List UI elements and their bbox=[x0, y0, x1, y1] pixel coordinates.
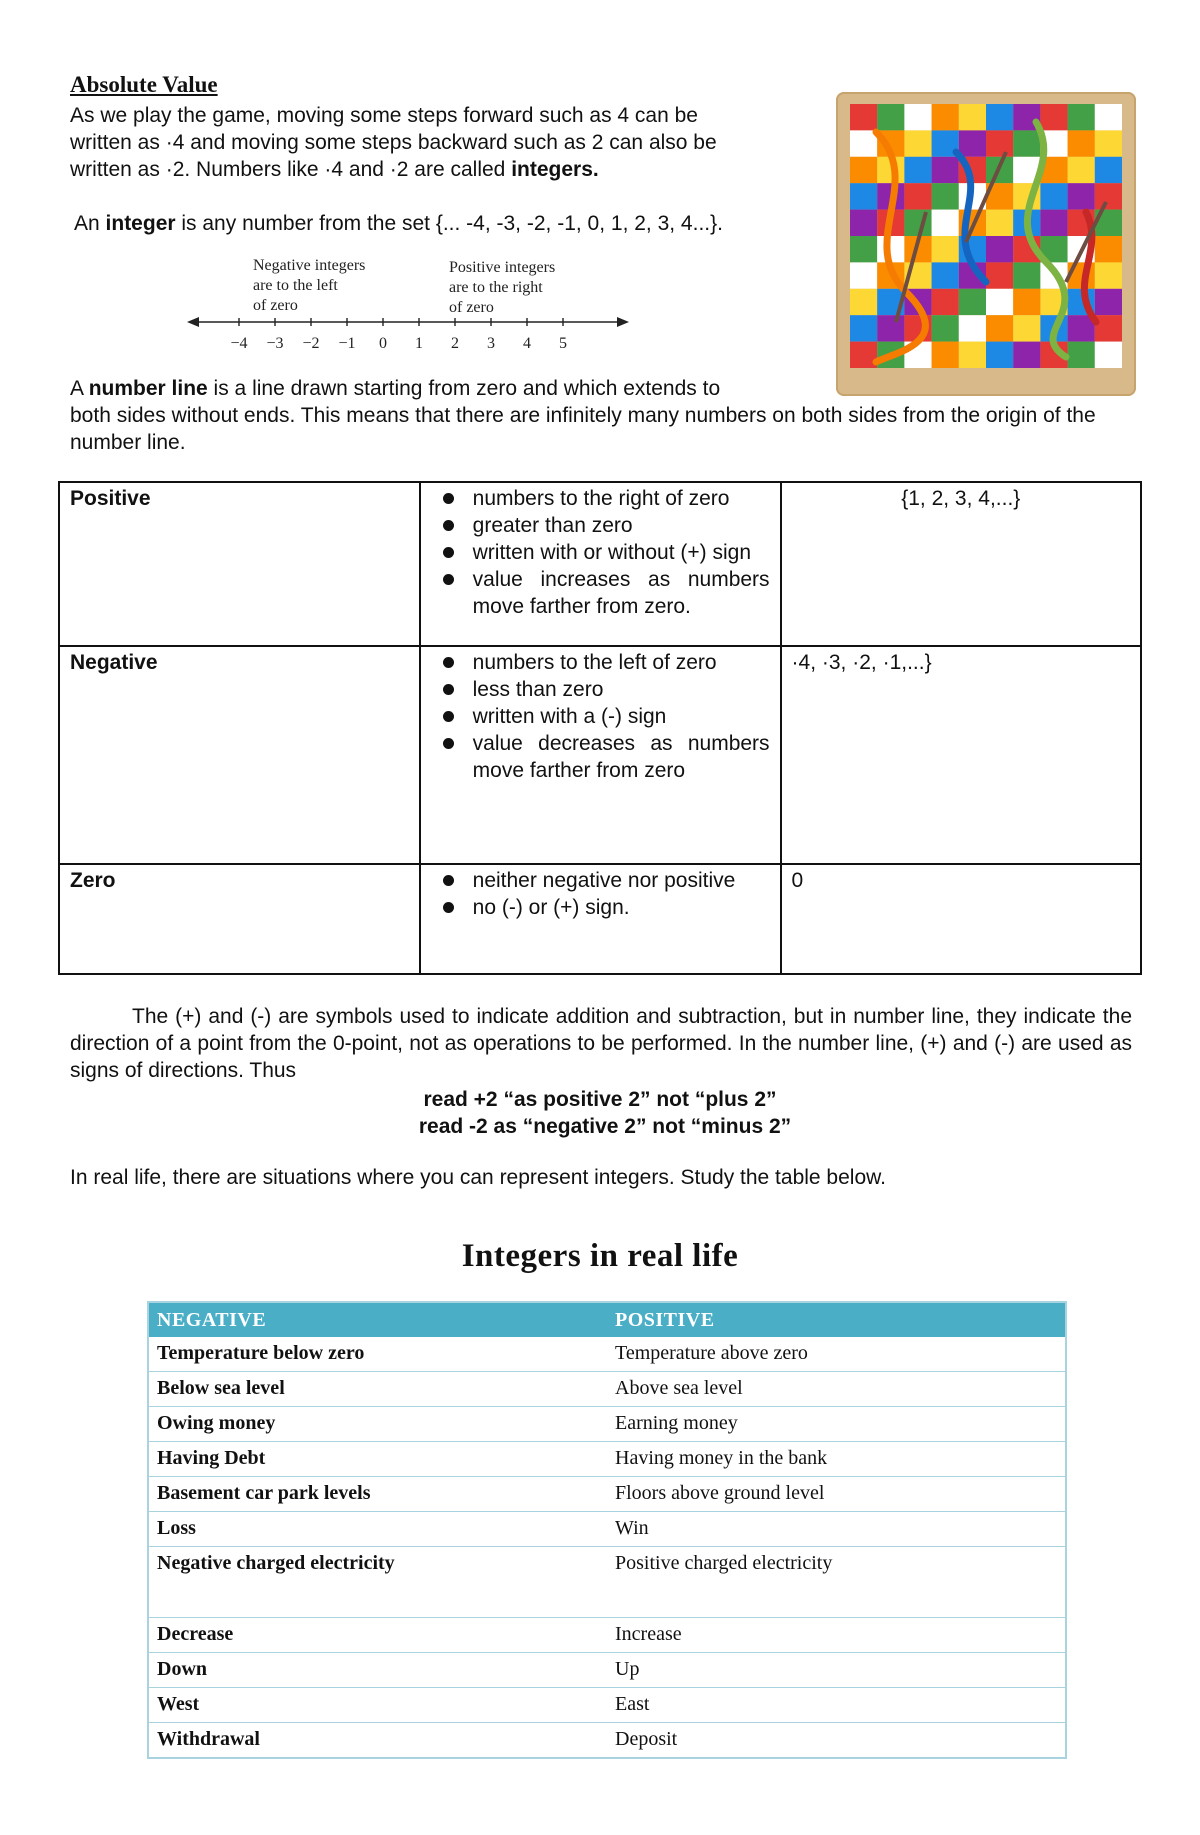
board-cell bbox=[959, 315, 986, 341]
integers-term: integers. bbox=[511, 158, 599, 181]
row-label: Positive bbox=[59, 482, 420, 646]
table-header-row bbox=[148, 1302, 1066, 1337]
list-item: written with a (-) sign bbox=[431, 703, 770, 730]
table-row bbox=[148, 1477, 1066, 1512]
pos-caption-line: Positive integers bbox=[449, 259, 556, 276]
board-cell bbox=[932, 183, 959, 209]
positive-cell: Above sea level bbox=[607, 1372, 1066, 1407]
board-cell bbox=[1095, 315, 1122, 341]
intro-line: As we play the game, moving some steps forward such as 4 can be bbox=[70, 104, 698, 127]
intro-line: written as ·4 and moving some steps backward such as 2 can also be bbox=[70, 131, 717, 154]
negative-cell: Withdrawal bbox=[148, 1723, 607, 1759]
list-item: value decreases as numbers move farther from zero bbox=[431, 730, 770, 784]
board-cell bbox=[904, 104, 931, 130]
board-cell bbox=[1095, 262, 1122, 288]
symbols-paragraph bbox=[70, 1003, 1132, 1084]
read-negative: read -2 as “negative 2” not “minus 2” bbox=[418, 1115, 792, 1138]
tick-label: 0 bbox=[379, 335, 387, 352]
board-cell bbox=[1068, 183, 1095, 209]
symbols-text: The (+) and (-) are symbols used to indicate addition and subtraction, but in number line, they indicate the direction of a point from the 0-point, not as operations to be performed. In the number line, (+) and (-) are used as signs of directions. Thus bbox=[70, 1005, 1132, 1082]
tick-label: 1 bbox=[415, 335, 423, 352]
board-cell bbox=[877, 315, 904, 341]
list-item: numbers to the right of zero bbox=[431, 485, 770, 512]
board-cell bbox=[1095, 342, 1122, 368]
board-cell bbox=[850, 262, 877, 288]
positive-cell: Having money in the bank bbox=[607, 1442, 1066, 1477]
row-label: Negative bbox=[59, 646, 420, 864]
board-cell bbox=[850, 342, 877, 368]
positive-cell: Floors above ground level bbox=[607, 1477, 1066, 1512]
negative-cell: Negative charged electricity bbox=[148, 1547, 607, 1618]
board-cell bbox=[932, 236, 959, 262]
board-cell bbox=[904, 130, 931, 156]
board-cell bbox=[904, 157, 931, 183]
row-example: ·4, ·3, ·2, ·1,...} bbox=[781, 646, 1141, 864]
board-cell bbox=[959, 342, 986, 368]
row-bullets bbox=[420, 646, 781, 864]
nl-text-b: is a line drawn starting from zero and which extends to bbox=[207, 377, 721, 400]
table-row bbox=[148, 1688, 1066, 1723]
table-row bbox=[148, 1407, 1066, 1442]
positive-cell: Earning money bbox=[607, 1407, 1066, 1442]
integer-definition bbox=[74, 212, 723, 236]
board-cell bbox=[904, 183, 931, 209]
negative-cell: Down bbox=[148, 1653, 607, 1688]
board-cell bbox=[932, 289, 959, 315]
board-cell bbox=[1013, 342, 1040, 368]
table-row bbox=[59, 864, 1141, 974]
positive-cell: Deposit bbox=[607, 1723, 1066, 1759]
board-cell bbox=[986, 262, 1013, 288]
real-life-body bbox=[148, 1337, 1066, 1758]
tick-label: −2 bbox=[302, 335, 320, 352]
positive-cell: Win bbox=[607, 1512, 1066, 1547]
table-row bbox=[148, 1618, 1066, 1653]
definition-pre: An bbox=[74, 212, 106, 235]
intro-text: written as ·2. Numbers like ·4 and ·2 are called bbox=[70, 158, 512, 181]
board-cell bbox=[986, 289, 1013, 315]
board-cell bbox=[959, 130, 986, 156]
board-cell bbox=[1068, 130, 1095, 156]
board-cell bbox=[1068, 104, 1095, 130]
list-item: value increases as numbers move farther from zero. bbox=[431, 566, 770, 620]
snakes-and-ladders-board-image bbox=[836, 92, 1136, 396]
tick-label: −4 bbox=[230, 335, 248, 352]
number-line-paragraph bbox=[70, 375, 1145, 456]
board-cell bbox=[986, 130, 1013, 156]
board-cell bbox=[932, 315, 959, 341]
table-row bbox=[59, 646, 1141, 864]
board-cell bbox=[877, 104, 904, 130]
real-life-table bbox=[147, 1301, 1067, 1759]
neg-caption-line: are to the left bbox=[253, 277, 338, 294]
board-cell bbox=[932, 104, 959, 130]
board-cell bbox=[850, 157, 877, 183]
intro-paragraph bbox=[70, 102, 810, 183]
board-cell bbox=[1040, 104, 1067, 130]
negative-cell: West bbox=[148, 1688, 607, 1723]
board-cell bbox=[1095, 289, 1122, 315]
board-cell bbox=[1013, 289, 1040, 315]
board-cell bbox=[1095, 130, 1122, 156]
pos-caption-line: of zero bbox=[449, 299, 494, 316]
negative-cell: Loss bbox=[148, 1512, 607, 1547]
board-cell bbox=[850, 289, 877, 315]
positive-cell: Increase bbox=[607, 1618, 1066, 1653]
board-cell bbox=[932, 157, 959, 183]
number-line-term: number line bbox=[88, 377, 208, 400]
list-item: no (-) or (+) sign. bbox=[431, 894, 770, 921]
list-item: written with or without (+) sign bbox=[431, 539, 770, 566]
pos-caption-line: are to the right bbox=[449, 279, 543, 296]
right-arrow-icon bbox=[617, 317, 629, 327]
board-cell bbox=[850, 236, 877, 262]
negative-cell: Owing money bbox=[148, 1407, 607, 1442]
table-row bbox=[59, 482, 1141, 646]
positive-cell: Temperature above zero bbox=[607, 1337, 1066, 1372]
board-cell bbox=[850, 104, 877, 130]
board-cell bbox=[1068, 157, 1095, 183]
list-item: greater than zero bbox=[431, 512, 770, 539]
table-row bbox=[148, 1442, 1066, 1477]
board-cell bbox=[1013, 262, 1040, 288]
board-cell bbox=[1095, 104, 1122, 130]
page-heading: Absolute Value bbox=[70, 72, 218, 97]
left-arrow-icon bbox=[187, 317, 199, 327]
tick-label: 4 bbox=[523, 335, 531, 352]
list-item: numbers to the left of zero bbox=[431, 649, 770, 676]
board-cell bbox=[932, 342, 959, 368]
board-cell bbox=[1095, 157, 1122, 183]
integer-types-table bbox=[58, 481, 1142, 975]
number-line-first-line bbox=[70, 375, 1145, 402]
board-cell bbox=[932, 262, 959, 288]
header-positive: POSITIVE bbox=[607, 1302, 1066, 1337]
board-cell bbox=[959, 104, 986, 130]
negative-cell: Having Debt bbox=[148, 1442, 607, 1477]
tick-label: −1 bbox=[338, 335, 356, 352]
neg-caption-line: of zero bbox=[253, 297, 298, 314]
tick-label: 2 bbox=[451, 335, 459, 352]
board-cell bbox=[1068, 342, 1095, 368]
table-row bbox=[148, 1372, 1066, 1407]
list-item: less than zero bbox=[431, 676, 770, 703]
board-cell bbox=[986, 210, 1013, 236]
tick-label: 5 bbox=[559, 335, 567, 352]
board-cell bbox=[986, 342, 1013, 368]
table-row bbox=[148, 1512, 1066, 1547]
board-illustration bbox=[836, 92, 1136, 396]
negative-cell: Below sea level bbox=[148, 1372, 607, 1407]
board-cell bbox=[850, 315, 877, 341]
table-row bbox=[148, 1337, 1066, 1372]
board-cell bbox=[1040, 210, 1067, 236]
negative-cell: Decrease bbox=[148, 1618, 607, 1653]
board-cell bbox=[850, 183, 877, 209]
tick-label: −3 bbox=[266, 335, 284, 352]
board-cell bbox=[1013, 315, 1040, 341]
number-line-rest: both sides without ends. This means that there are infinitely many numbers on both sides from the origin of the number line. bbox=[70, 404, 1096, 454]
read-positive: read +2 “as positive 2” not “plus 2” bbox=[423, 1088, 777, 1111]
positive-cell: Up bbox=[607, 1653, 1066, 1688]
board-cell bbox=[959, 289, 986, 315]
list-item: neither negative nor positive bbox=[431, 867, 770, 894]
board-cell bbox=[986, 236, 1013, 262]
real-life-intro: In real life, there are situations where you can represent integers. Study the table below. bbox=[70, 1166, 886, 1189]
board-cell bbox=[932, 210, 959, 236]
table-row bbox=[148, 1723, 1066, 1759]
nl-text-a: A bbox=[70, 377, 89, 400]
board-cell bbox=[1095, 236, 1122, 262]
negative-cell: Temperature below zero bbox=[148, 1337, 607, 1372]
tick-label: 3 bbox=[487, 335, 495, 352]
real-life-title: Integers in real life bbox=[461, 1238, 739, 1274]
positive-cell: Positive charged electricity bbox=[607, 1547, 1066, 1618]
row-label: Zero bbox=[59, 864, 420, 974]
board-cell bbox=[1095, 183, 1122, 209]
neg-caption-line: Negative integers bbox=[253, 257, 366, 274]
table-row bbox=[148, 1547, 1066, 1618]
definition-post: is any number from the set {... -4, -3, -2, -1, 0, 1, 2, 3, 4...}. bbox=[175, 212, 723, 235]
row-bullets bbox=[420, 864, 781, 974]
number-line-figure bbox=[185, 248, 635, 360]
board-cell bbox=[850, 130, 877, 156]
number-line-ticks bbox=[230, 318, 567, 352]
board-cell bbox=[1040, 183, 1067, 209]
row-bullets bbox=[420, 482, 781, 646]
board-cell bbox=[850, 210, 877, 236]
header-negative: NEGATIVE bbox=[148, 1302, 607, 1337]
intro-line bbox=[70, 156, 810, 183]
board-cell bbox=[986, 315, 1013, 341]
negative-cell: Basement car park levels bbox=[148, 1477, 607, 1512]
table-row bbox=[148, 1653, 1066, 1688]
board-cell bbox=[1013, 130, 1040, 156]
row-example: 0 bbox=[781, 864, 1141, 974]
row-example: {1, 2, 3, 4,...} bbox=[781, 482, 1141, 646]
board-cell bbox=[986, 104, 1013, 130]
integer-term: integer bbox=[105, 212, 176, 235]
positive-cell: East bbox=[607, 1688, 1066, 1723]
